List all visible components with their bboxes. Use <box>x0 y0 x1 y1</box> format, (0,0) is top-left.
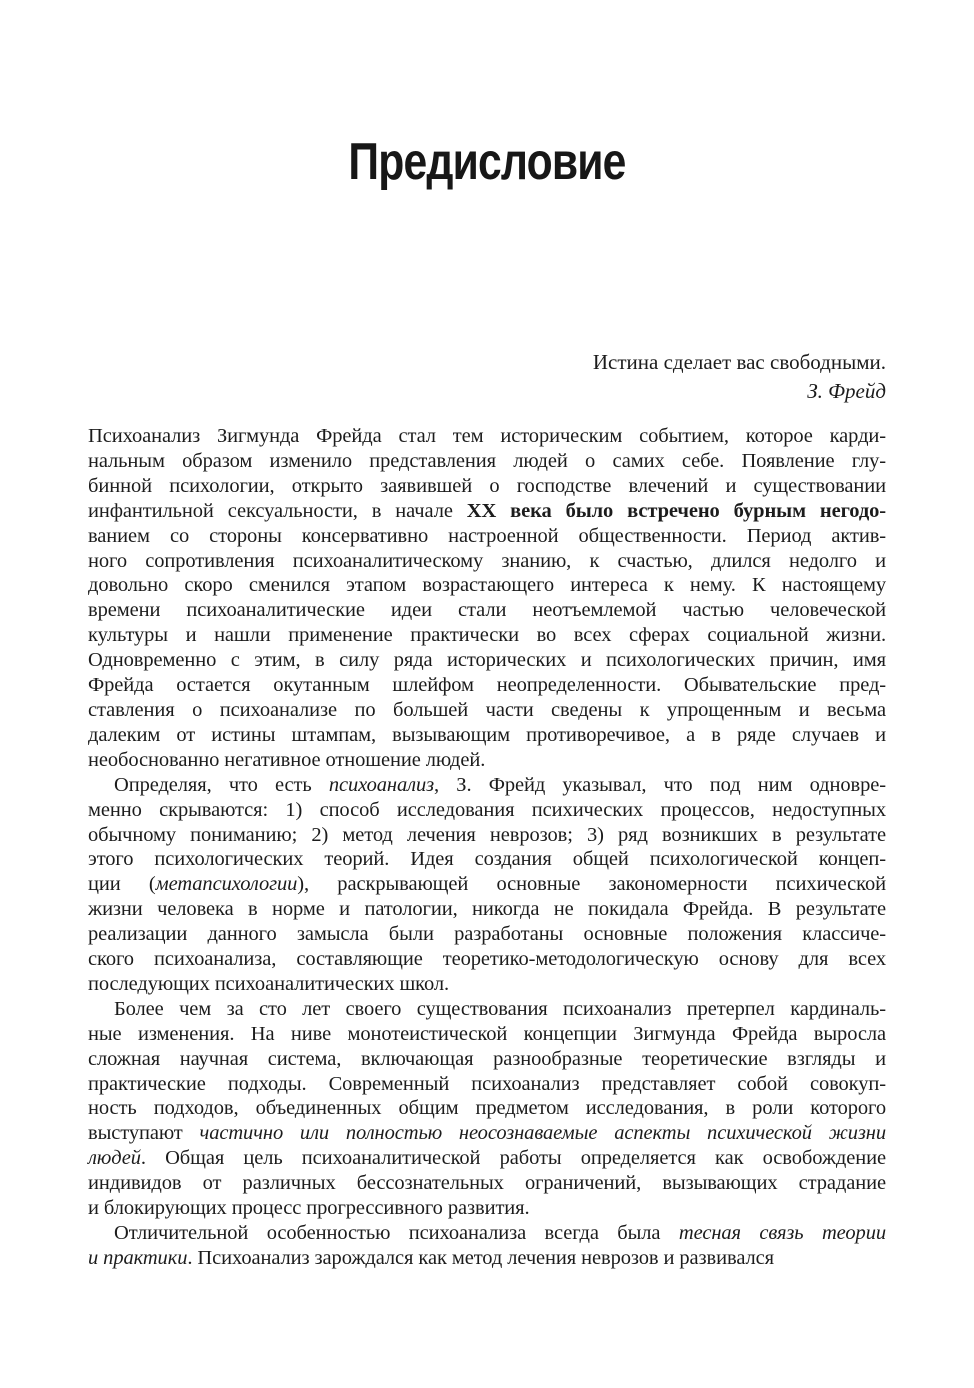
text-run: XX века было встречено бурным негодо- <box>466 499 886 522</box>
text-run: и практики <box>88 1246 188 1269</box>
text-line <box>88 723 886 748</box>
text-run: инфантильной сексуальности, в начале <box>88 499 467 522</box>
text-line <box>88 623 886 648</box>
text-line <box>88 773 886 798</box>
text-line <box>88 598 886 623</box>
text-run: Фрейда остается окутанным шлейфом неопределенности. Обывательские пред- <box>88 674 886 697</box>
text-line <box>88 897 886 922</box>
text-run: жизни человека в норме и патологии, никогда не покидала Фрейда. В результате <box>88 898 886 921</box>
text-line <box>88 1072 886 1097</box>
text-run: культуры и нашли применение практически во всех сферах социальной жизни. <box>88 624 886 647</box>
text-line <box>88 798 886 823</box>
text-run: Более чем за сто лет своего существования психоанализ претерпел кардиналь- <box>114 997 886 1020</box>
text-run: частично или полностью неосознаваемые аспекты психической жизни <box>199 1122 886 1145</box>
epigraph-quote: Истина сделает вас свободными. <box>592 350 886 374</box>
text-line <box>88 1146 886 1171</box>
text-run: ского психоанализа, составляющие теоретико-методологическую основу для всех <box>88 948 886 971</box>
text-run: выступают <box>88 1122 200 1145</box>
text-run: Определяя, что есть <box>114 773 329 796</box>
text-run: необоснованно негативное отношение людей. <box>88 748 486 771</box>
text-run: обычному пониманию; 2) метод лечения неврозов; 3) ряд возникших в результате <box>88 823 886 846</box>
text-run: людей <box>88 1147 141 1170</box>
text-line <box>88 872 886 897</box>
text-run: тесная связь теории <box>678 1222 886 1244</box>
text-run: ции ( <box>88 873 156 896</box>
text-run: ного сопротивления психоаналитическому знанию, к счастью, длился недолго и <box>88 549 886 572</box>
text-line <box>88 499 886 524</box>
text-run: ставления о психоанализе по большей части сведены к упрощенным и весьма <box>88 698 886 721</box>
text-line <box>88 1171 886 1196</box>
text-run: Психоанализ Зигмунда Фрейда стал тем историческим событием, которое карди- <box>88 425 886 447</box>
text-line <box>88 1121 886 1146</box>
text-run: индивидов от различных бессознательных ограничений, вызывающих страдание <box>88 1172 886 1195</box>
text-line <box>88 947 886 972</box>
text-run: , З. Фрейд указывал, что под ним одновре- <box>434 773 886 796</box>
text-run: этого психологических теорий. Идея создания общей психологической концеп- <box>88 848 886 871</box>
text-line <box>88 698 886 723</box>
text-line <box>88 648 886 673</box>
text-line <box>88 524 886 549</box>
page-title <box>88 133 886 191</box>
text-line <box>88 1196 886 1221</box>
text-run: психоанализ <box>328 773 435 796</box>
page-title-text: Предисловие <box>348 133 626 191</box>
text-line <box>88 474 886 499</box>
body-text <box>88 424 886 1271</box>
text-run: далеким от истины штампам, вызывающим противоречивое, а в ряде случаев и <box>88 723 886 746</box>
text-run: довольно скоро сменился этапом возрастающего интереса к нему. К настоящему <box>88 574 886 597</box>
text-line <box>88 847 886 872</box>
text-line <box>88 823 886 848</box>
text-run: . Психоанализ зарождался как метод лечения неврозов и развивался <box>187 1246 774 1269</box>
paragraph <box>88 997 886 1221</box>
text-run: ность подходов, объединенных общим предметом исследования, в роли которого <box>88 1097 886 1120</box>
text-run: метапсихологии <box>155 873 298 896</box>
text-run: ные изменения. На ниве монотеистической концепции Зигмунда Фрейда выросла <box>88 1022 886 1045</box>
text-run: последующих психоаналитических школ. <box>88 972 450 995</box>
text-run: менно скрываются: 1) способ исследования психических процессов, недоступных <box>88 798 886 821</box>
text-line <box>88 1096 886 1121</box>
epigraph <box>88 348 886 406</box>
text-line <box>88 972 886 997</box>
text-run: Отличительной особенностью психоанализа всегда была <box>114 1222 679 1244</box>
text-line <box>88 1047 886 1072</box>
text-line <box>88 1246 886 1271</box>
text-line <box>88 673 886 698</box>
text-line <box>88 424 886 449</box>
paragraph <box>88 773 886 997</box>
text-run: нальным образом изменило представления людей о самих себе. Появление глу- <box>88 449 886 472</box>
text-line <box>88 997 886 1022</box>
text-run: . Общая цель психоаналитической работы определяется как освобождение <box>140 1147 886 1170</box>
text-run: практические подходы. Современный психоанализ представляет собой совокуп- <box>88 1072 886 1095</box>
text-line <box>88 1221 886 1246</box>
text-run: реализации данного замысла были разработаны основные положения классиче- <box>88 923 886 946</box>
text-run: бинной психологии, открыто заявившей о господстве влечений и существовании <box>88 474 886 497</box>
text-line <box>88 573 886 598</box>
paragraph <box>88 424 886 773</box>
text-run: Одновременно с этим, в силу ряда исторических и психологических причин, имя <box>88 649 886 672</box>
text-line <box>88 449 886 474</box>
text-run: времени психоаналитические идеи стали неотъемлемой частью человеческой <box>88 599 886 622</box>
epigraph-author: З. Фрейд <box>807 379 886 403</box>
text-run: ванием со стороны консервативно настроенной общественности. Период актив- <box>88 524 886 547</box>
text-line <box>88 748 886 773</box>
text-run: сложная научная система, включающая разнообразные теоретические взгляды и <box>88 1047 886 1070</box>
text-line <box>88 1022 886 1047</box>
text-line <box>88 922 886 947</box>
paragraph <box>88 1221 886 1271</box>
text-run: и блокирующих процесс прогрессивного развития. <box>88 1197 530 1220</box>
text-line <box>88 549 886 574</box>
text-run: ), раскрывающей основные закономерности психической <box>297 873 886 896</box>
page-content <box>88 0 886 1271</box>
